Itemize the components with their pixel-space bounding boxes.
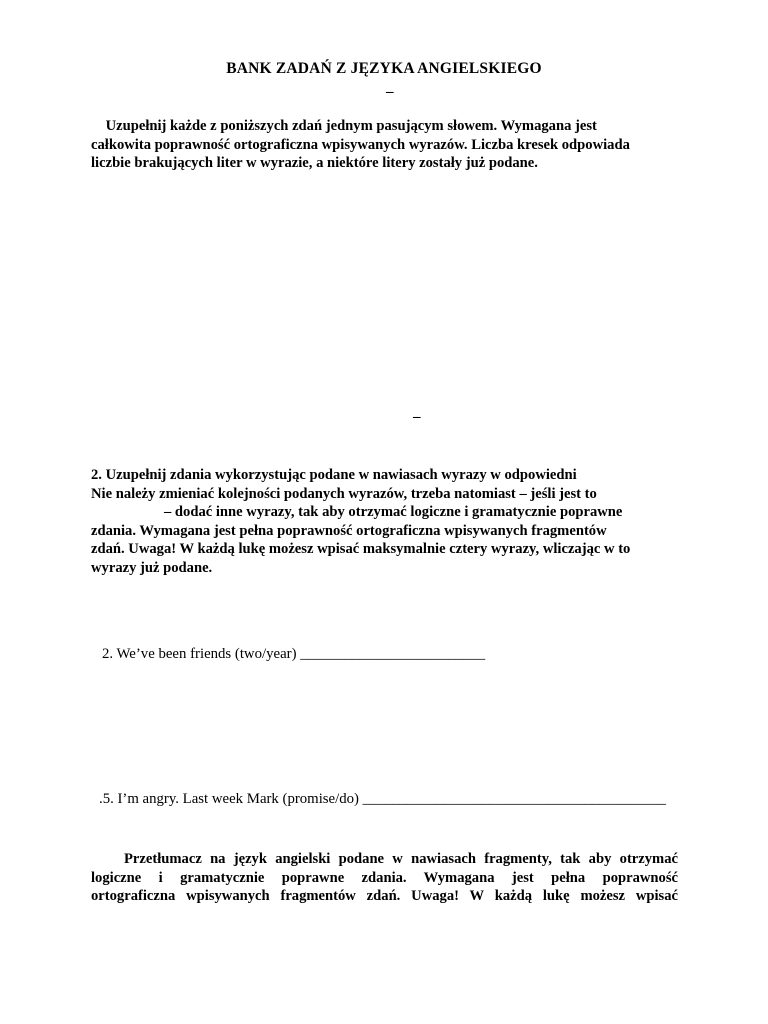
instruction-3-line: Przetłumacz na język angielski podane w nawiasach fragmenty, tak aby otrzymać	[91, 851, 678, 867]
middle-dash: –	[413, 409, 421, 425]
instruction-1-line: liczbie brakujących liter w wyrazie, a niektóre litery zostały już podane.	[91, 155, 538, 171]
document-title: BANK ZADAŃ Z JĘZYKA ANGIELSKIEGO	[226, 60, 542, 77]
instruction-1-line: całkowita poprawność ortograficzna wpisywanych wyrazów. Liczba kresek odpowiada	[91, 136, 630, 153]
instruction-2-line: 2. Uzupełnij zdania wykorzystując podane w nawiasach wyrazy w odpowiedni	[91, 467, 577, 483]
instruction-2-line: Nie należy zmieniać kolejności podanych wyrazów, trzeba natomiast – jeśli jest to	[91, 485, 597, 502]
instruction-3-line: logiczne i gramatycznie poprawne zdania. Wymagana jest pełna poprawność	[91, 869, 678, 886]
instruction-1	[91, 117, 671, 173]
instruction-2-line: – dodać inne wyrazy, tak aby otrzymać logiczne i gramatycznie poprawne	[91, 504, 623, 520]
instruction-2-line: zdania. Wymagana jest pełna poprawność ortograficzna wpisywanych fragmentów	[91, 522, 607, 539]
instruction-2	[91, 466, 671, 577]
instruction-2-line: zdań. Uwaga! W każdą lukę możesz wpisać maksymalnie cztery wyrazy, wliczając w to	[91, 541, 631, 557]
instruction-3-line: ortograficzna wpisywanych fragmentów zdań. Uwaga! W każdą lukę możesz wpisać	[91, 888, 678, 904]
instruction-1-line: Uzupełnij każde z poniższych zdań jednym pasującym słowem. Wymagana jest	[91, 118, 597, 134]
exercise-item-2: 2. We’ve been friends (two/year) _________________________	[102, 646, 486, 662]
title-dash: –	[386, 84, 394, 100]
instruction-2-line: wyrazy już podane.	[91, 559, 213, 576]
exercise-item-5: .5. I’m angry. Last week Mark (promise/do) _________________________________________	[99, 791, 666, 807]
instruction-3	[91, 850, 678, 906]
